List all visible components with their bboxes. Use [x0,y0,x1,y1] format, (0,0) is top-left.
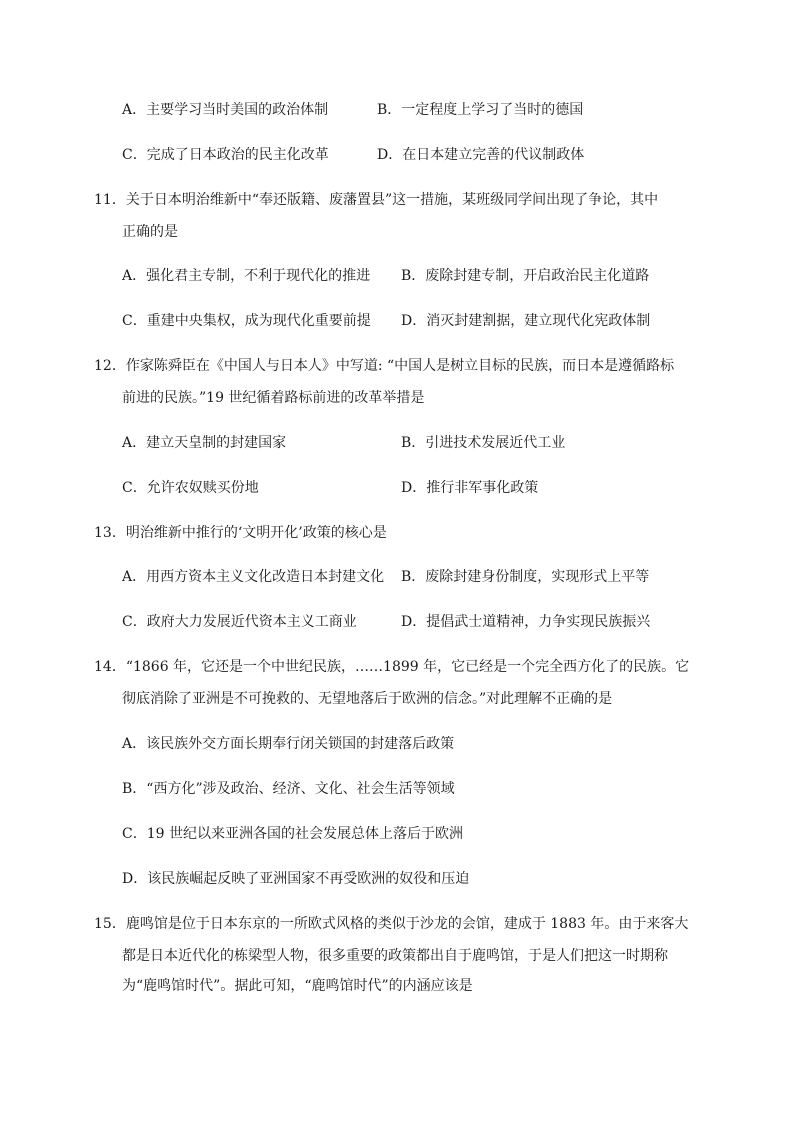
q11-option-c: C．重建中央集权，成为现代化重要前提 [122,313,371,329]
q15-stem-line3: 为“鹿鸣馆时代”。据此可知，“鹿鸣馆时代”的内涵应该是 [122,978,473,994]
q14-option-c: C．19 世纪以来亚洲各国的社会发展总体上落后于欧洲 [122,826,463,842]
q10-option-c: C．完成了日本政治的民主化改革 [122,147,329,163]
q11-option-b: B．废除封建专制，开启政治民主化道路 [401,268,650,284]
q12-option-d: D．推行非军事化政策 [401,480,539,496]
q14-option-b: B．“西方化”涉及政治、经济、文化、社会生活等领域 [122,781,455,797]
q11-stem-line1: 11．关于日本明治维新中“奉还版籍、废藩置县”这一措施，某班级同学间出现了争论，其中 [94,192,659,208]
q14-stem-line1: 14．“1866 年，它还是一个中世纪民族，……1899 年，它已经是一个完全西方化了的民族。它 [94,659,690,675]
q13-option-a: A．用西方资本主义文化改造日本封建文化 [122,569,385,585]
q14-stem-line2: 彻底消除了亚洲是不可挽救的、无望地落后于欧洲的信念。”对此理解不正确的是 [122,691,613,707]
q10-option-d: D．在日本建立完善的代议制政体 [377,147,585,163]
q12-option-c: C．允许农奴赎买份地 [122,480,259,496]
q15-stem-line1: 15．鹿鸣馆是位于日本东京的一所欧式风格的类似于沙龙的会馆，建成于 1883 年。由于来客大 [94,916,689,932]
q12-option-b: B．引进技术发展近代工业 [401,435,566,451]
q13-option-c: C．政府大力发展近代资本主义工商业 [122,614,357,630]
q13-stem-line1: 13．明治维新中推行的‘文明开化’政策的核心是 [94,525,387,541]
q12-option-a: A．建立天皇制的封建国家 [122,435,287,451]
q10-option-b: B．一定程度上学习了当时的德国 [377,102,584,118]
q12-stem-line1: 12．作家陈舜臣在《中国人与日本人》中写道: “中国人是树立目标的民族，而日本是遵循路标 [94,358,675,374]
q10-option-a: A．主要学习当时美国的政治体制 [122,102,329,118]
q13-option-d: D．提倡武士道精神，力争实现民族振兴 [401,614,651,630]
q13-option-b: B．废除封建身份制度，实现形式上平等 [401,569,650,585]
q14-option-d: D．该民族崛起反映了亚洲国家不再受欧洲的奴役和压迫 [122,871,470,887]
q14-option-a: A．该民族外交方面长期奉行闭关锁国的封建落后政策 [122,736,455,752]
q11-stem-line2: 正确的是 [122,224,178,240]
q12-stem-line2: 前进的民族。”19 世纪循着路标前进的改革举措是 [122,390,425,406]
q15-stem-line2: 都是日本近代化的栋梁型人物，很多重要的政策都出自于鹿鸣馆，于是人们把这一时期称 [122,948,668,964]
q11-option-d: D．消灭封建割据，建立现代化宪政体制 [401,313,651,329]
q11-option-a: A．强化君主专制，不利于现代化的推进 [122,268,371,284]
